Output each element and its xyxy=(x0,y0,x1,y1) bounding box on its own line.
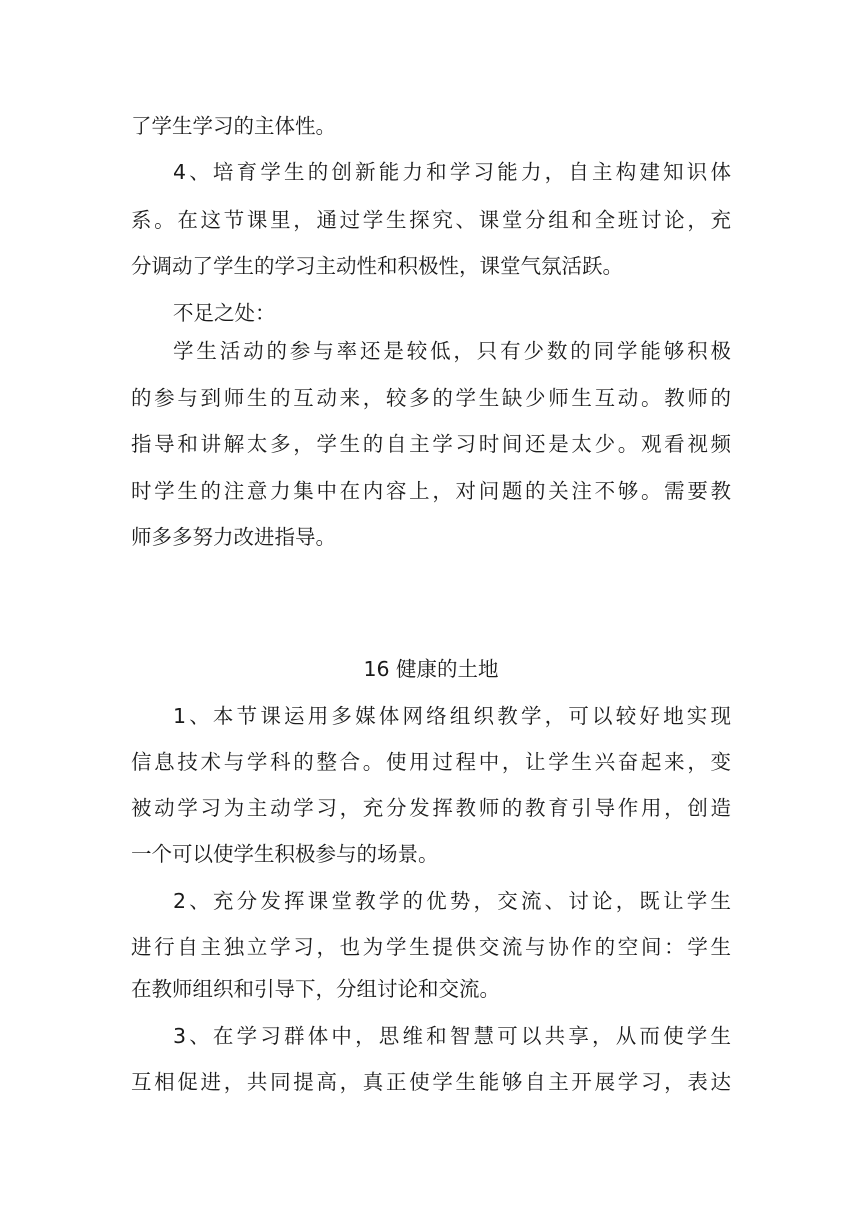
paragraph-line: 师多多努力改进指导。 xyxy=(131,525,336,549)
paragraph-line: 3、在学习群体中，思维和智慧可以共享，从而使学生 xyxy=(173,1024,731,1048)
paragraph-line: 系。在这节课里，通过学生探究、课堂分组和全班讨论，充 xyxy=(131,208,731,232)
paragraph-line: 一个可以使学生积极参与的场景。 xyxy=(131,842,439,866)
paragraph-line: 的参与到师生的互动来，较多的学生缺少师生互动。教师的 xyxy=(131,386,731,410)
paragraph-line: 被动学习为主动学习，充分发挥教师的教育引导作用，创造 xyxy=(131,796,731,820)
paragraph-line: 2、充分发挥课堂教学的优势，交流、讨论，既让学生 xyxy=(173,889,731,913)
paragraph-line: 了学生学习的主体性。 xyxy=(131,114,336,138)
paragraph-line: 进行自主独立学习，也为学生提供交流与协作的空间：学生 xyxy=(131,935,731,959)
paragraph-line: 学生活动的参与率还是较低，只有少数的同学能够积极 xyxy=(173,339,731,363)
paragraph-line: 1、本节课运用多媒体网络组织教学，可以较好地实现 xyxy=(173,704,731,728)
subheading-line: 不足之处： xyxy=(173,301,276,325)
paragraph-line: 互相促进，共同提高，真正使学生能够自主开展学习，表达 xyxy=(131,1070,731,1094)
paragraph-line: 指导和讲解太多，学生的自主学习时间还是太少。观看视频 xyxy=(131,432,731,456)
paragraph-line: 4、培育学生的创新能力和学习能力，自主构建知识体 xyxy=(173,160,731,184)
paragraph-line: 时学生的注意力集中在内容上，对问题的关注不够。需要教 xyxy=(131,479,731,503)
paragraph-line: 分调动了学生的学习主动性和积极性，课堂气氛活跃。 xyxy=(131,254,623,278)
section-heading: 16 健康的土地 xyxy=(363,657,499,681)
paragraph-line: 信息技术与学科的整合。使用过程中，让学生兴奋起来，变 xyxy=(131,750,731,774)
paragraph-line: 在教师组织和引导下，分组讨论和交流。 xyxy=(131,977,500,1001)
